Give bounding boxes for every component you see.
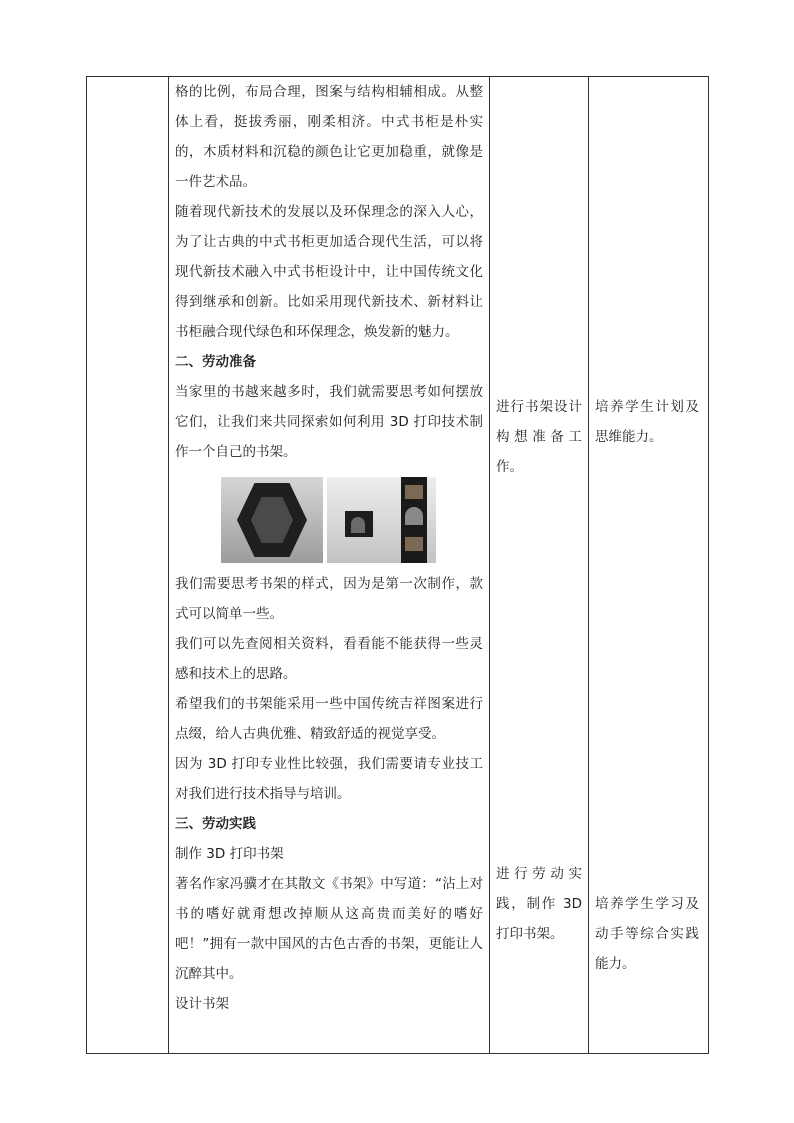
bookshelf-photos (169, 467, 489, 569)
tower-shelf-slot (405, 485, 423, 499)
goal-practice: 培养学生学习及动手等综合实践能力。 (595, 896, 699, 972)
paragraph-patterns: 希望我们的书架能采用一些中国传统吉祥图案进行点缀，给人古典优雅、精致舒适的视觉享受。 (175, 696, 483, 742)
paragraph-modern-technology: 随着现代新技术的发展以及环保理念的深入人心，为了让古典的中式书柜更加适合现代生活，可以将现代新技术融入中式书柜设计中，让中国传统文化得到继承和创新。比如采用现代新技术、新材料让书柜融合现代绿色和环保理念，焕发新的魅力。 (175, 204, 483, 340)
activity-preparation: 进行书架设计构想准备工作。 (496, 399, 582, 475)
section-heading-preparation: 二、劳动准备 (175, 354, 256, 370)
paragraph-research: 我们可以先查阅相关资料，看看能不能获得一些灵感和技术上的思路。 (175, 636, 483, 682)
paragraph-style: 我们需要思考书架的样式，因为是第一次制作，款式可以简单一些。 (175, 576, 483, 622)
design-label: 设计书架 (175, 996, 229, 1012)
teaching-content-column (169, 77, 489, 1019)
paragraph-bookcase-structure: 格的比例，布局合理，图案与结构相辅相成。从整体上看，挺拔秀丽，刚柔相济。中式书柜是朴实的，木质材料和沉稳的颜色让它更加稳重，就像是一件艺术品。 (175, 84, 483, 190)
activity-practice: 进行劳动实践，制作 3D 打印书架。 (496, 866, 582, 942)
hexagon-bookshelf-photo (221, 477, 323, 563)
goal-preparation: 培养学生计划及思维能力。 (595, 399, 699, 445)
section-heading-practice: 三、劳动实践 (175, 816, 256, 832)
paragraph-feng-jicai-quote: 著名作家冯骥才在其散文《书架》中写道：“沾上对书的嗜好就甭想改掉顺从这高贵而美好的嗜好吧！”拥有一款中国风的古色古香的书架，更能让人沉醉其中。 (175, 876, 483, 982)
tower-shelf-slot (405, 537, 423, 551)
tower-shelf-arch (405, 507, 423, 525)
practice-title: 制作 3D 打印书架 (175, 846, 284, 862)
tower-bookshelf-photo (327, 477, 436, 563)
paragraph-training: 因为 3D 打印专业性比较强，我们需要请专业技工对我们进行技术指导与培训。 (175, 756, 483, 802)
lesson-table (86, 76, 709, 1054)
paragraph-preparation-intro: 当家里的书越来越多时，我们就需要思考如何摆放它们，让我们来共同探索如何利用 3D 打印技术制作一个自己的书架。 (175, 384, 483, 460)
cube-shelf-opening (351, 517, 365, 533)
